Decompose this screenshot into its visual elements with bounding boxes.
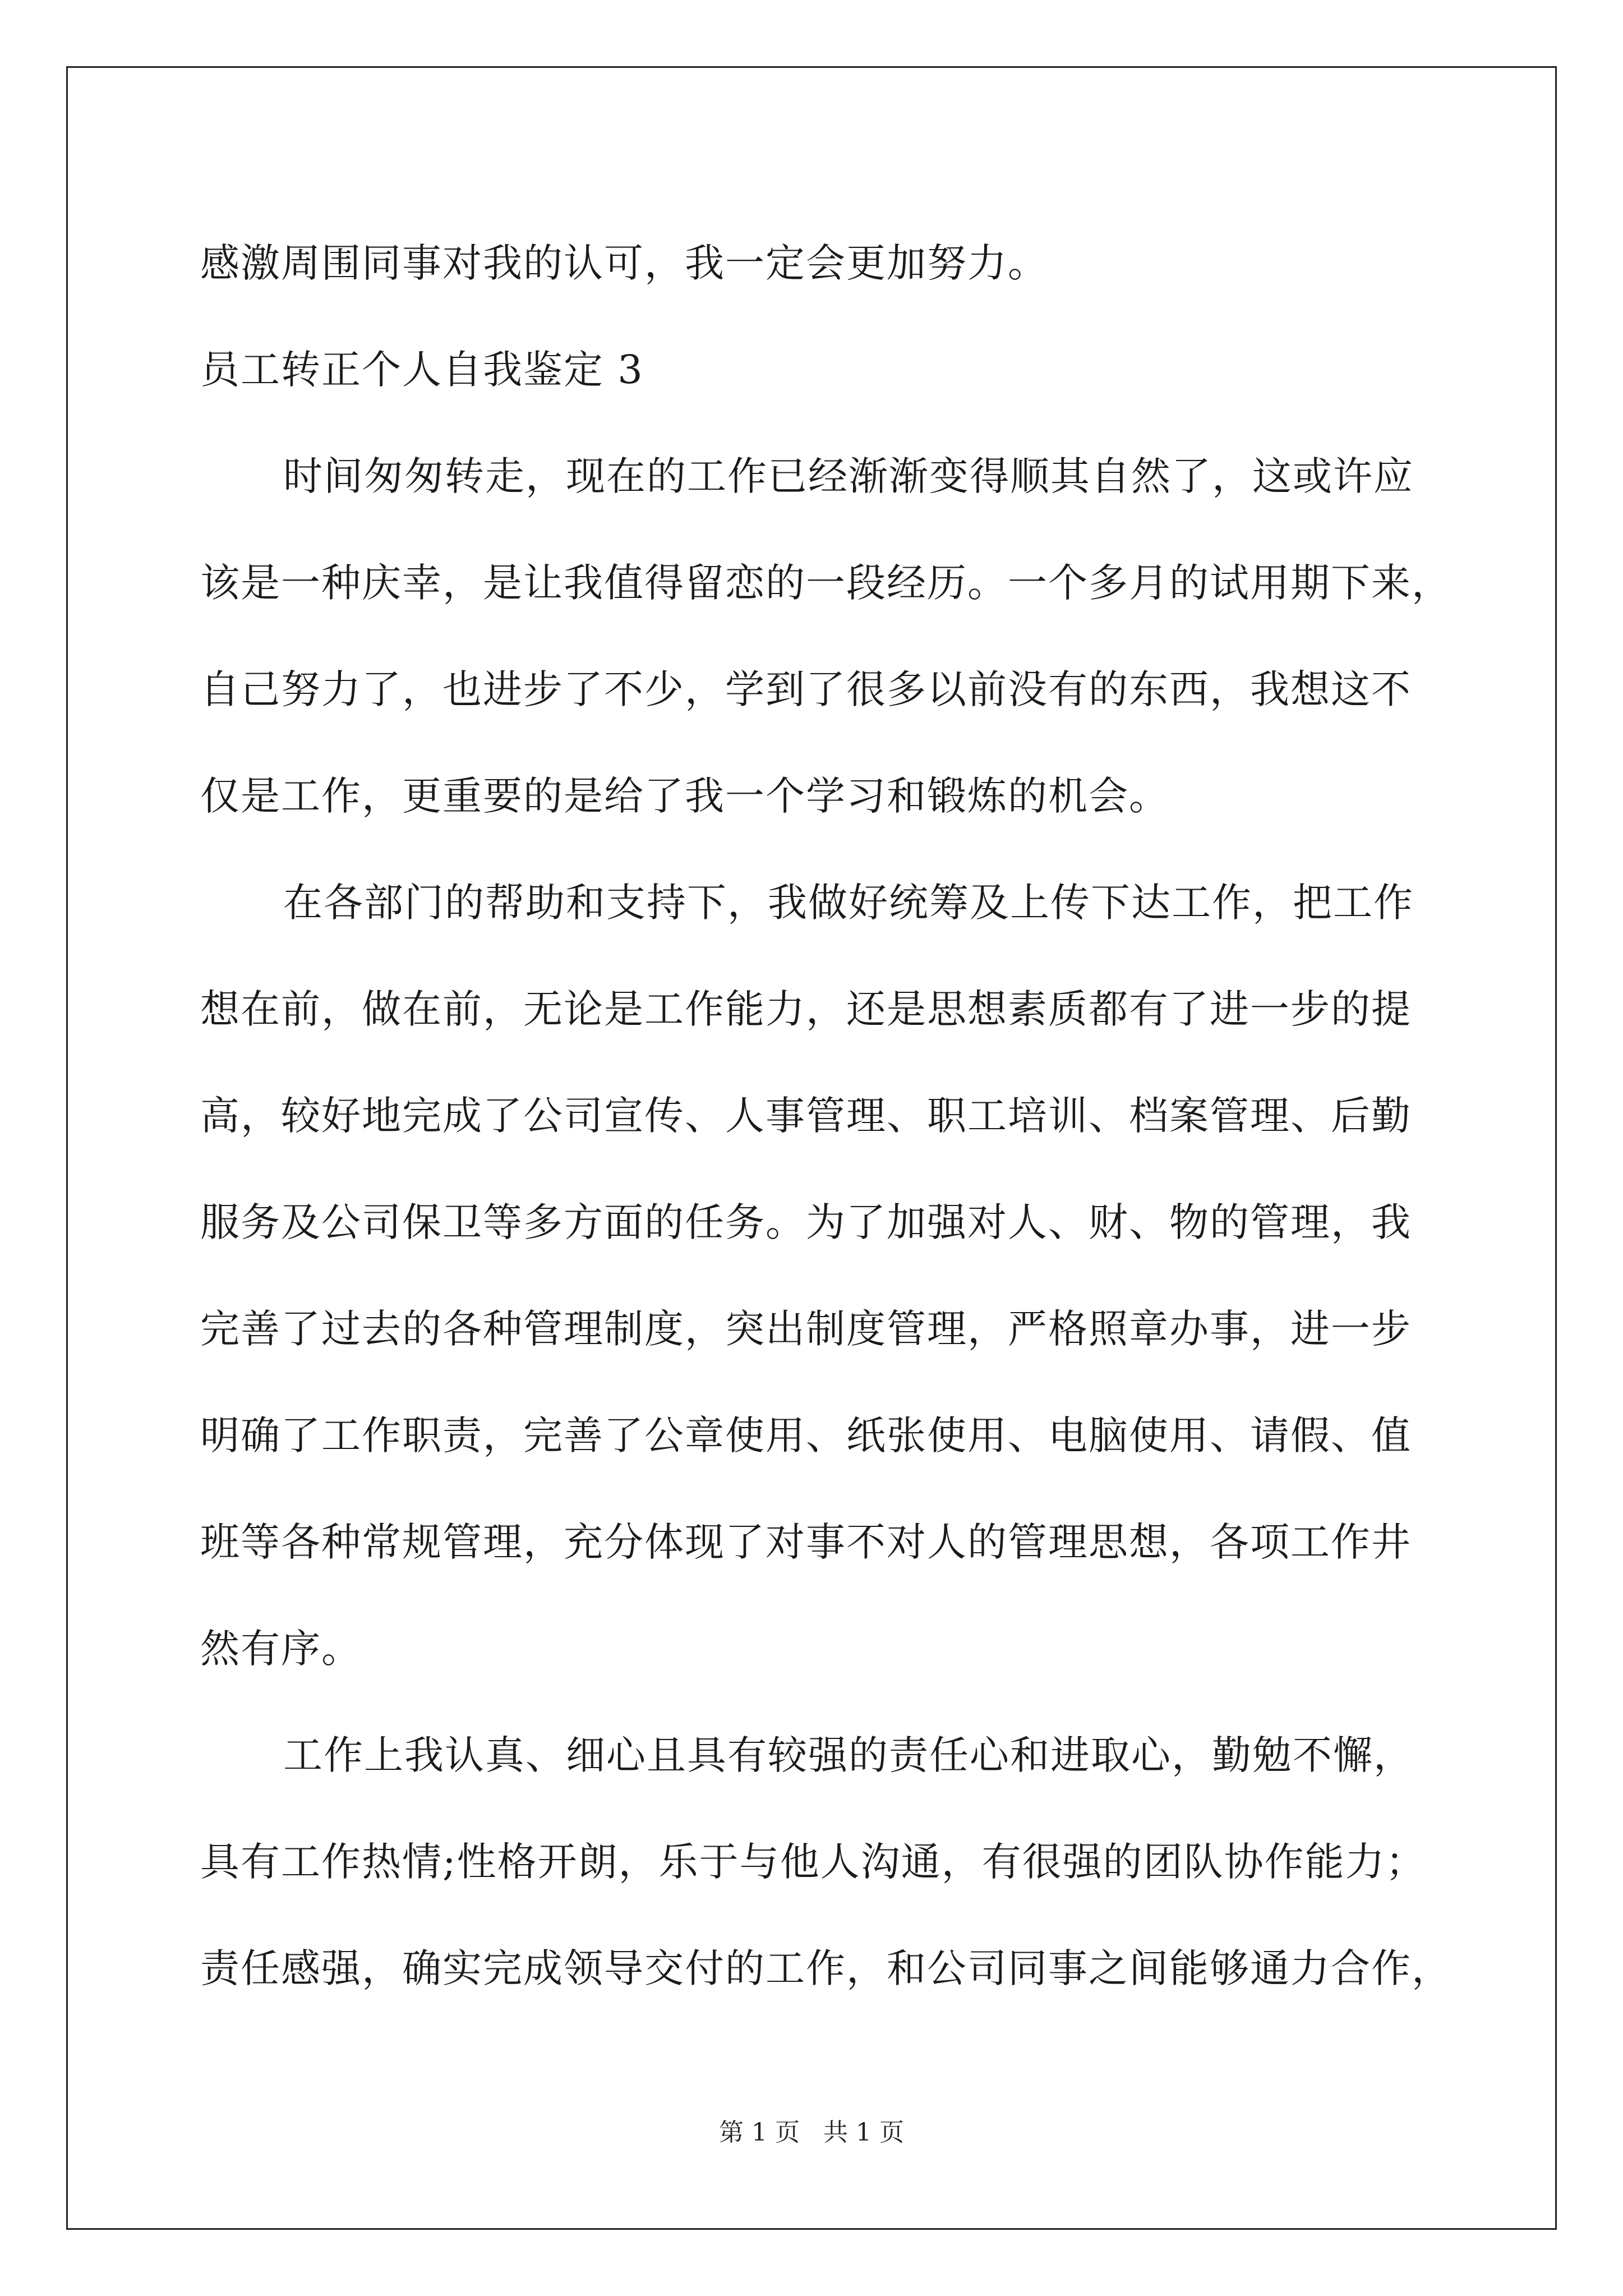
text-line: 明确了工作职责，完善了公章使用、纸张使用、电脑使用、请假、值 xyxy=(200,1412,1412,1458)
text-line: 具有工作热情;性格开朗，乐于与他人沟通，有很强的团队协作能力； xyxy=(200,1839,1426,1885)
paragraph-first-line: 工作上我认真、细心且具有较强的责任心和进取心，勤勉不懈， xyxy=(283,1732,1414,1778)
text-line: 班等各种常规管理，充分体现了对事不对人的管理思想，各项工作井 xyxy=(200,1519,1412,1565)
text-line: 感激周围同事对我的认可，我一定会更加努力。 xyxy=(200,240,1048,286)
text-line: 服务及公司保卫等多方面的任务。为了加强对人、财、物的管理，我 xyxy=(200,1199,1412,1245)
paragraph-first-line: 在各部门的帮助和支持下，我做好统筹及上传下达工作，把工作 xyxy=(283,880,1414,926)
text-line: 完善了过去的各种管理制度，突出制度管理，严格照章办事，进一步 xyxy=(200,1306,1412,1352)
text-line: 该是一种庆幸，是让我值得留恋的一段经历。一个多月的试用期下来， xyxy=(200,560,1452,606)
page-number: 第 1 页 xyxy=(719,2118,800,2147)
paragraph-first-line: 时间匆匆转走，现在的工作已经渐渐变得顺其自然了，这或许应 xyxy=(283,453,1414,499)
text-line: 高，较好地完成了公司宣传、人事管理、职工培训、档案管理、后勤 xyxy=(200,1093,1412,1139)
page-total: 共 1 页 xyxy=(823,2118,904,2147)
section-heading: 员工转正个人自我鉴定 3 xyxy=(200,347,644,393)
text-line: 然有序。 xyxy=(200,1626,362,1672)
document-body xyxy=(200,210,1452,2022)
text-line: 自己努力了，也进步了不少，学到了很多以前没有的东西，我想这不 xyxy=(200,666,1412,712)
text-line: 责任感强，确实完成领导交付的工作，和公司同事之间能够通力合作， xyxy=(200,1945,1452,1991)
text-line: 仅是工作，更重要的是给了我一个学习和锻炼的机会。 xyxy=(200,773,1169,819)
page-footer xyxy=(0,2116,1623,2150)
text-line: 想在前，做在前，无论是工作能力，还是思想素质都有了进一步的提 xyxy=(200,986,1412,1032)
